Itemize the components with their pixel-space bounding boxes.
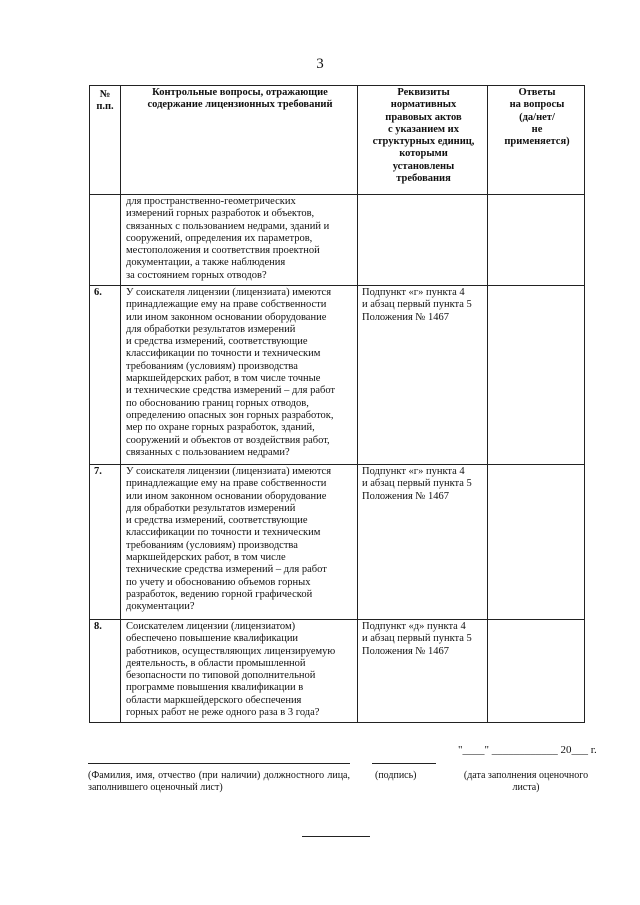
header-number: № п.п. bbox=[90, 86, 121, 195]
signature-line[interactable] bbox=[372, 763, 436, 764]
row-question: У соискателя лицензии (лицензиата) имеются принадлежащие ему на праве собственности или ином законном основании оборудование для обработки результатов измерений и средства измерений, соответствующие классификации по точности и техническим требованиям (условиям) производства маркшейдерских работ, в том числе технические средства измерений – для работ по учету и обоснованию объемов горных разработок, ведению горной графической документации? bbox=[121, 465, 358, 620]
row-requisites: Подпункт «д» пункта 4 и абзац первый пункта 5 Положения № 1467 bbox=[358, 620, 488, 723]
bottom-separator-line bbox=[302, 836, 370, 837]
row-number: 8. bbox=[90, 620, 121, 723]
header-question: Контрольные вопросы, отражающие содержание лицензионных требований bbox=[121, 86, 358, 195]
date-label: (дата заполнения оценочного листа) bbox=[463, 770, 589, 793]
row-requisites: Подпункт «г» пункта 4 и абзац первый пункта 5 Положения № 1467 bbox=[358, 286, 488, 465]
row-question: Соискателем лицензии (лицензиатом) обеспечено повышение квалификации работников, осуществляющих лицензируемую деятельность, в области промышленной безопасности по типовой дополнительной программе повышения квалификации в области маркшейдерского обеспечения горных работ не реже одного раза в 3 года? bbox=[121, 620, 358, 723]
checklist-table bbox=[89, 85, 585, 723]
row-number: 7. bbox=[90, 465, 121, 620]
header-requisites: Реквизиты нормативных правовых актов с указанием их структурных единиц, которыми установлены требования bbox=[358, 86, 488, 195]
page-number: 3 bbox=[316, 56, 324, 72]
row-answer-cell[interactable] bbox=[488, 195, 585, 286]
row-question: для пространственно-геометрических измерений горных разработок и объектов, связанных с пользованием недрами, зданий и сооружений, определения их параметров, местоположения и соответствия проектной документации, а также наблюдения за состоянием горных отводов? bbox=[121, 195, 358, 286]
signature-label: (подпись) bbox=[375, 770, 417, 781]
table-row bbox=[90, 286, 585, 465]
header-answers: Ответы на вопросы (да/нет/ не применяется) bbox=[488, 86, 585, 195]
row-answer-cell[interactable] bbox=[488, 465, 585, 620]
row-question: У соискателя лицензии (лицензиата) имеются принадлежащие ему на праве собственности или ином законном основании оборудование для обработки результатов измерений и средства измерений, соответствующие классификации по точности и техническим требованиям (условиям) производства маркшейдерских работ, в том числе точные и технические средства измерений – для работ по обоснованию границ горных отводов, определению опасных зон горных разработок, мер по охране горных разработок, зданий, сооружений и объектов от воздействия работ, связанных с пользованием недрами? bbox=[121, 286, 358, 465]
date-blank[interactable]: "____" ____________ 20___ г. bbox=[458, 744, 597, 756]
table-row bbox=[90, 465, 585, 620]
table-row bbox=[90, 195, 585, 286]
row-requisites: Подпункт «г» пункта 4 и абзац первый пункта 5 Положения № 1467 bbox=[358, 465, 488, 620]
row-requisites bbox=[358, 195, 488, 286]
fio-signature-line[interactable] bbox=[88, 763, 350, 764]
row-answer-cell[interactable] bbox=[488, 286, 585, 465]
table-row bbox=[90, 620, 585, 723]
fio-label: (Фамилия, имя, отчество (при наличии) должностного лица, заполнившего оценочный лист) bbox=[88, 770, 350, 793]
table-header-row bbox=[90, 86, 585, 195]
row-number bbox=[90, 195, 121, 286]
row-number: 6. bbox=[90, 286, 121, 465]
row-answer-cell[interactable] bbox=[488, 620, 585, 723]
